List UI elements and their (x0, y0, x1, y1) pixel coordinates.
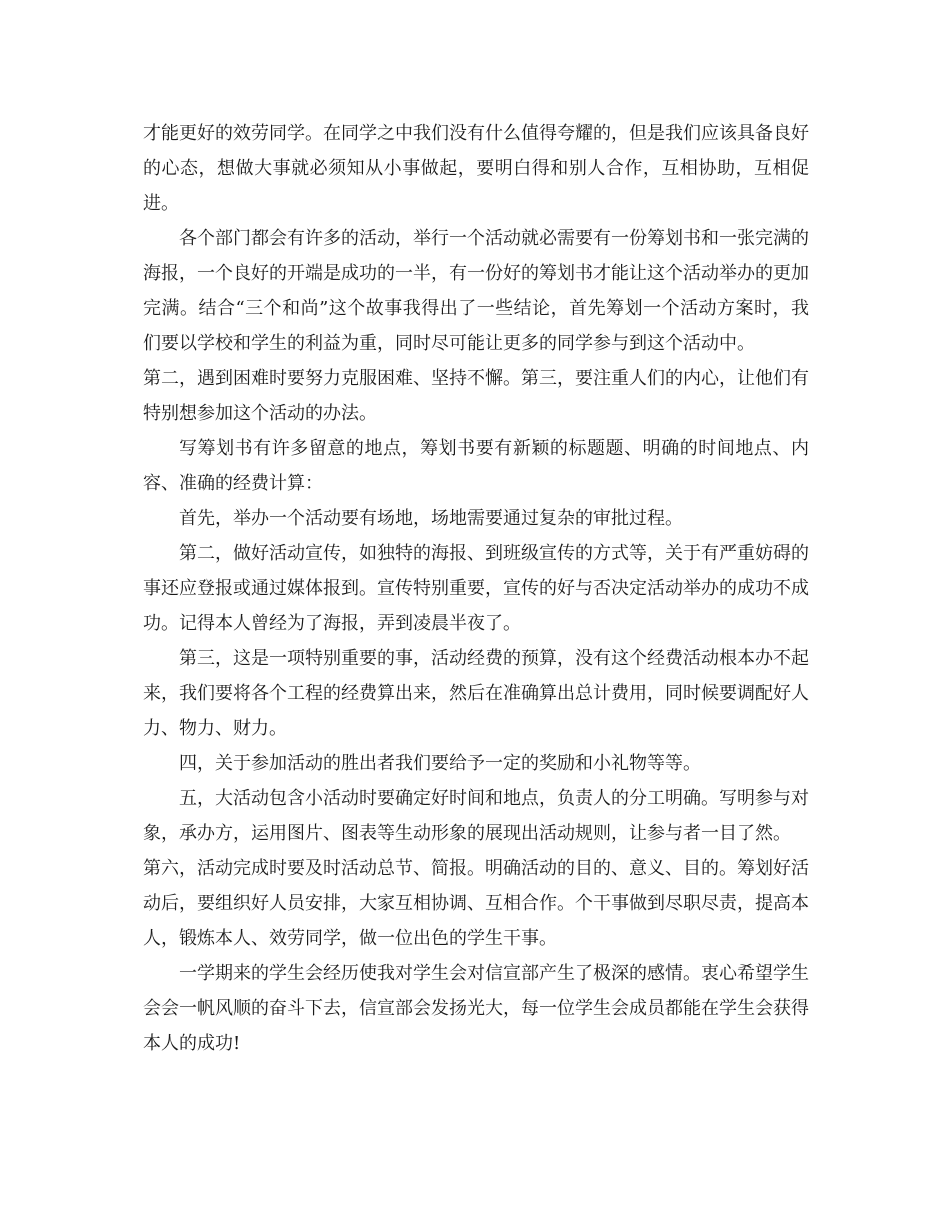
paragraph-4: 写筹划书有许多留意的地点，筹划书要有新颖的标题题、明确的时间地点、内容、准确的经费计算： (143, 438, 809, 494)
document-body (143, 116, 809, 1061)
paragraph-9: 五，大活动包含小活动时要确定好时间和地点，负责人的分工明确。写明参与对象，承办方，运用图片、图表等生动形象的展现出活动规则，让参与者一目了然。 (143, 788, 809, 844)
paragraph-11: 一学期来的学生会经历使我对学生会对信宣部产生了极深的感情。衷心希望学生会会一帆风顺的奋斗下去，信宣部会发扬光大，每一位学生会成员都能在学生会获得本人的成功! (143, 963, 809, 1054)
paragraph-7: 第三，这是一项特别重要的事，活动经费的预算，没有这个经费活动根本办不起来，我们要将各个工程的经费算出来，然后在准确算出总计费用，同时候要调配好人力、物力、财力。 (143, 648, 809, 739)
paragraph-2: 各个部门都会有许多的活动，举行一个活动就必需要有一份筹划书和一张完满的海报，一个良好的开端是成功的一半，有一份好的筹划书才能让这个活动举办的更加完满。结合“三个和尚”这个故事我得出了一些结论，首先筹划一个活动方案时，我们要以学校和学生的利益为重，同时尽可能让更多的同学参与到这个活动中。 (143, 228, 809, 354)
paragraph-8: 四，关于参加活动的胜出者我们要给予一定的奖励和小礼物等等。 (179, 753, 701, 774)
paragraph-10: 第六，活动完成时要及时活动总节、简报。明确活动的目的、意义、目的。筹划好活动后，要组织好人员安排，大家互相协调、互相合作。个干事做到尽职尽责，提高本人，锻炼本人、效劳同学，做一位出色的学生干事。 (143, 858, 809, 949)
paragraph-1: 才能更好的效劳同学。在同学之中我们没有什么值得夸耀的，但是我们应该具备良好的心态，想做大事就必须知从小事做起，要明白得和别人合作，互相协助，互相促进。 (143, 123, 809, 214)
paragraph-3: 第二，遇到困难时要努力克服困难、坚持不懈。第三，要注重人们的内心，让他们有特别想参加这个活动的办法。 (143, 368, 809, 424)
paragraph-5: 首先，举办一个活动要有场地，场地需要通过复杂的审批过程。 (179, 508, 683, 529)
paragraph-6: 第二，做好活动宣传，如独特的海报、到班级宣传的方式等，关于有严重妨碍的事还应登报或通过媒体报到。宣传特别重要，宣传的好与否决定活动举办的成功不成功。记得本人曾经为了海报，弄到凌晨半夜了。 (143, 543, 809, 634)
